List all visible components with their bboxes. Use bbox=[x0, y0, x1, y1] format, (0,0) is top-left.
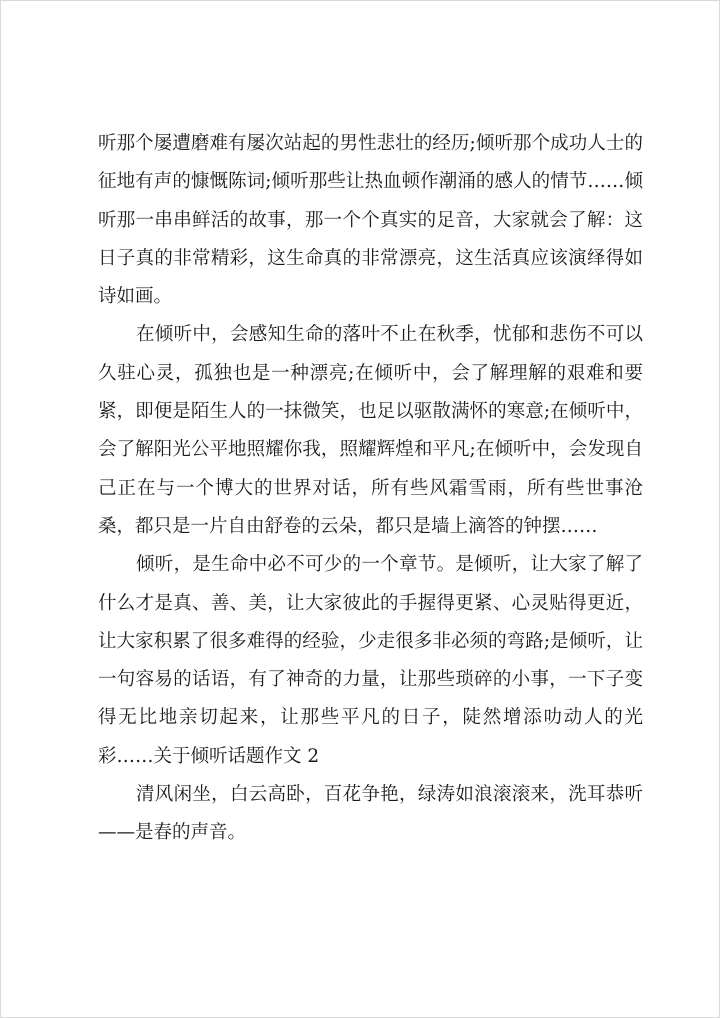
paragraph-2: 在倾听中，会感知生命的落叶不止在秋季，忧郁和悲伤不可以久驻心灵，孤独也是一种漂亮;在倾听中，会了解理解的艰难和要紧，即便是陌生人的一抹微笑，也足以驱散满怀的寒意;在倾听中，会了解阳光公平地照耀你我，照耀辉煌和平凡;在倾听中，会发现自己正在与一个博大的世界对话，所有些风霜雪雨，所有些世事沧桑，都只是一片自由舒卷的云朵，都只是墙上滴答的钟摆…… bbox=[98, 324, 643, 537]
document-body bbox=[98, 125, 643, 853]
paragraph-3: 倾听，是生命中必不可少的一个章节。是倾听，让大家了解了什么才是真、善、美，让大家彼此的手握得更紧、心灵贴得更近，让大家积累了很多难得的经验，少走很多非必须的弯路;是倾听，让一句容易的话语，有了神奇的力量，让那些琐碎的小事，一下子变得无比地亲切起来，让那些平凡的日子，陡然增添叻动人的光彩……关于倾听话题作文 2 bbox=[98, 554, 643, 767]
paragraph-4: 清风闲坐，白云高卧，百花争艳，绿涛如浪滚滚来，洗耳恭听——是春的声音。 bbox=[98, 784, 643, 844]
paragraph-1: 听那个屡遭磨难有屡次站起的男性悲壮的经历;倾听那个成功人士的征地有声的慷慨陈词;倾听那些让热血顿作潮涌的感人的情节……倾听那一串串鲜活的故事，那一个个真实的足音，大家就会了解：这日子真的非常精彩，这生命真的非常漂亮，这生活真应该演绎得如诗如画。 bbox=[98, 133, 643, 308]
